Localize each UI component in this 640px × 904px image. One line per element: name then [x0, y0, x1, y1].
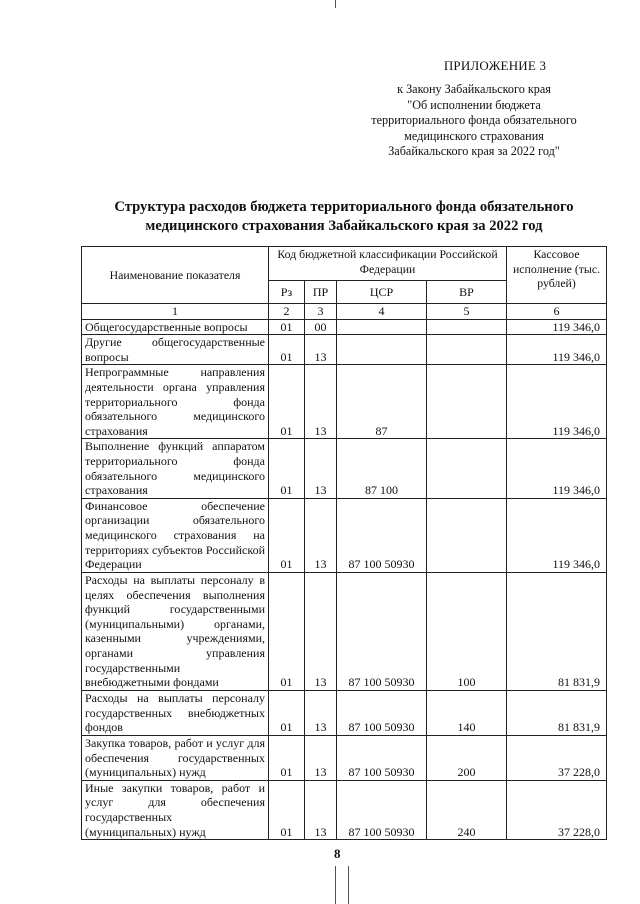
table-row [82, 335, 607, 365]
row-pr: 13 [305, 439, 337, 498]
row-csr: 87 100 50930 [337, 690, 427, 735]
row-rz: 01 [269, 780, 305, 839]
row-pr: 13 [305, 690, 337, 735]
row-csr: 87 100 50930 [337, 572, 427, 690]
column-number: 4 [337, 304, 427, 320]
row-csr: 87 100 50930 [337, 498, 427, 572]
row-csr: 87 100 50930 [337, 735, 427, 780]
header-rz: Рз [269, 281, 305, 304]
row-amount: 119 346,0 [507, 498, 607, 572]
row-name: Расходы на выплаты персоналу государственных внебюджетных фондов [82, 690, 269, 735]
law-reference-line: к Закону Забайкальского края [397, 82, 551, 96]
row-rz: 01 [269, 439, 305, 498]
column-numbers-row [82, 304, 607, 320]
appendix-title: ПРИЛОЖЕНИЕ 3 [443, 58, 547, 73]
column-number: 6 [507, 304, 607, 320]
row-pr: 13 [305, 735, 337, 780]
row-csr: 87 100 50930 [337, 780, 427, 839]
row-pr: 13 [305, 780, 337, 839]
row-amount: 119 346,0 [507, 319, 607, 335]
table-row [82, 780, 607, 839]
column-number: 3 [305, 304, 337, 320]
row-amount: 119 346,0 [507, 335, 607, 365]
row-name: Непрограммные направления деятельности органа управления территориального фонда обязательного медицинского страхования [82, 365, 269, 439]
row-vr: 200 [427, 735, 507, 780]
row-amount: 37 228,0 [507, 735, 607, 780]
row-amount: 37 228,0 [507, 780, 607, 839]
table-row [82, 365, 607, 439]
document-title-line: медицинского страхования Забайкальского края за 2022 год [145, 218, 543, 234]
row-csr: 87 [337, 365, 427, 439]
law-reference [360, 82, 588, 160]
table-row [82, 498, 607, 572]
row-amount: 81 831,9 [507, 690, 607, 735]
row-name: Расходы на выплаты персоналу в целях обеспечения выполнения функций государственными (муниципальными) органами, казенными учреждениями, органами управления государственными внебюджетными фондами [82, 572, 269, 690]
row-pr: 00 [305, 319, 337, 335]
row-name: Закупка товаров, работ и услуг для обеспечения государственных (муниципальных) нужд [82, 735, 269, 780]
scan-artifact [335, 0, 336, 8]
row-vr: 100 [427, 572, 507, 690]
row-vr [427, 319, 507, 335]
header-name: Наименование показателя [82, 247, 269, 304]
row-name: Финансовое обеспечение организации обязательного медицинского страхования на территориях субъектов Российской Федерации [82, 498, 269, 572]
table-row [82, 439, 607, 498]
table-row [82, 690, 607, 735]
row-rz: 01 [269, 319, 305, 335]
column-number: 5 [427, 304, 507, 320]
row-vr: 140 [427, 690, 507, 735]
law-reference-line: территориального фонда обязательного [371, 113, 577, 127]
row-pr: 13 [305, 365, 337, 439]
row-amount: 81 831,9 [507, 572, 607, 690]
document-title [84, 198, 604, 236]
row-name: Общегосударственные вопросы [82, 319, 269, 335]
header-csr: ЦСР [337, 281, 427, 304]
row-rz: 01 [269, 335, 305, 365]
page-number: 8 [334, 846, 341, 861]
table-row [82, 572, 607, 690]
row-pr: 13 [305, 572, 337, 690]
row-csr: 87 100 [337, 439, 427, 498]
row-amount: 119 346,0 [507, 365, 607, 439]
scan-artifact [348, 866, 349, 904]
scan-artifact [335, 866, 336, 904]
document-title-line: Структура расходов бюджета территориального фонда обязательного [114, 199, 574, 215]
law-reference-line: Забайкальского края за 2022 год" [388, 144, 560, 158]
column-number: 2 [269, 304, 305, 320]
row-vr: 240 [427, 780, 507, 839]
header-vr: ВР [427, 281, 507, 304]
row-rz: 01 [269, 498, 305, 572]
row-vr [427, 365, 507, 439]
row-csr [337, 335, 427, 365]
column-number: 1 [82, 304, 269, 320]
row-pr: 13 [305, 335, 337, 365]
header-kbk: Код бюджетной классификации Российской Федерации [269, 247, 507, 281]
law-reference-line: "Об исполнении бюджета [407, 97, 541, 112]
row-amount: 119 346,0 [507, 439, 607, 498]
expenditure-table [81, 246, 607, 840]
row-rz: 01 [269, 572, 305, 690]
row-name: Другие общегосударственные вопросы [82, 335, 269, 365]
row-rz: 01 [269, 690, 305, 735]
row-name: Выполнение функций аппаратом территориального фонда обязательного медицинского страхования [82, 439, 269, 498]
row-vr [427, 439, 507, 498]
row-csr [337, 319, 427, 335]
row-pr: 13 [305, 498, 337, 572]
header-kassovoe: Кассовое исполнение (тыс. рублей) [507, 247, 607, 304]
table-row [82, 319, 607, 335]
row-vr [427, 498, 507, 572]
header-pr: ПР [305, 281, 337, 304]
row-vr [427, 335, 507, 365]
row-rz: 01 [269, 735, 305, 780]
row-rz: 01 [269, 365, 305, 439]
law-reference-line: медицинского страхования [404, 128, 544, 143]
table-row [82, 735, 607, 780]
row-name: Иные закупки товаров, работ и услуг для обеспечения государственных (муниципальных) нужд [82, 780, 269, 839]
